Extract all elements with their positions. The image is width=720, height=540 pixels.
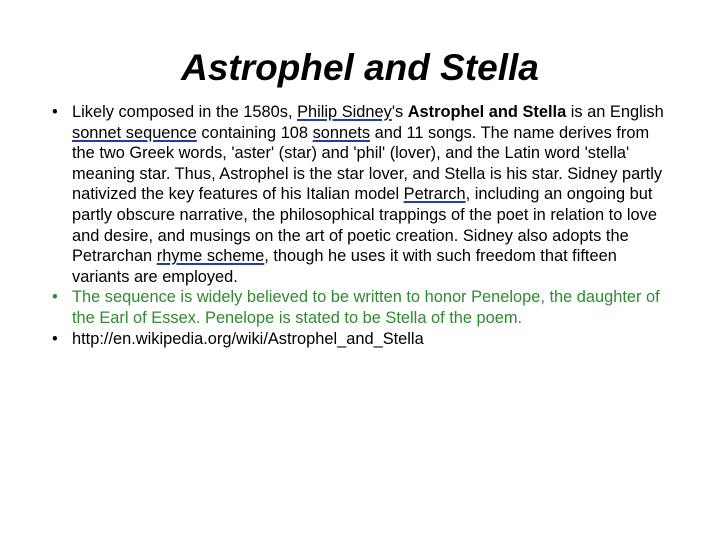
bullet-item-source-url: • http://en.wikipedia.org/wiki/Astrophel_and_Stella [52, 329, 664, 350]
bullet-text: , though he uses it with such freedom that fifteen variants are employed. [72, 247, 617, 286]
bullet-text: and 11 songs. The name derives from the two Greek words, 'aster' (star) and 'phil' (lover), and the Latin word 'stella' meaning star. Thus, Astrophel is the star lover, and Stella is his star. Sidney partly nativized the key features of his Italian model [72, 123, 663, 204]
link-sonnets[interactable]: sonnets [312, 123, 371, 142]
slide-title: Astrophel and Stella [181, 47, 539, 88]
bullet-text: , including an ongoing but partly obscure narrative, the philosophical trappings of the poet in relation to love and desire, and musings on the art of poetic creation. Sidney also adopts the Petrarchan [72, 185, 657, 266]
link-philip-sidney[interactable]: Philip Sidney [297, 103, 392, 121]
bullet-item-composition [52, 102, 664, 287]
bullet-text: is an English [566, 103, 664, 121]
link-petrarch[interactable]: Petrarch [403, 185, 466, 204]
bullet-list [52, 102, 664, 349]
bullet-text: Likely composed in the 1580s, [72, 103, 298, 121]
link-sonnet-sequence[interactable]: sonnet sequence [72, 123, 197, 142]
link-rhyme-scheme[interactable]: rhyme scheme [156, 247, 265, 266]
bold-work-title: Astrophel and Stella [407, 103, 567, 121]
bullet-text: 's [391, 103, 408, 121]
bullet-item-penelope: • The sequence is widely believed to be written to honor Penelope, the daughter of the Earl of Essex. Penelope is stated to be Stella of the poem. [52, 287, 664, 328]
bullet-text: containing 108 [196, 123, 313, 142]
